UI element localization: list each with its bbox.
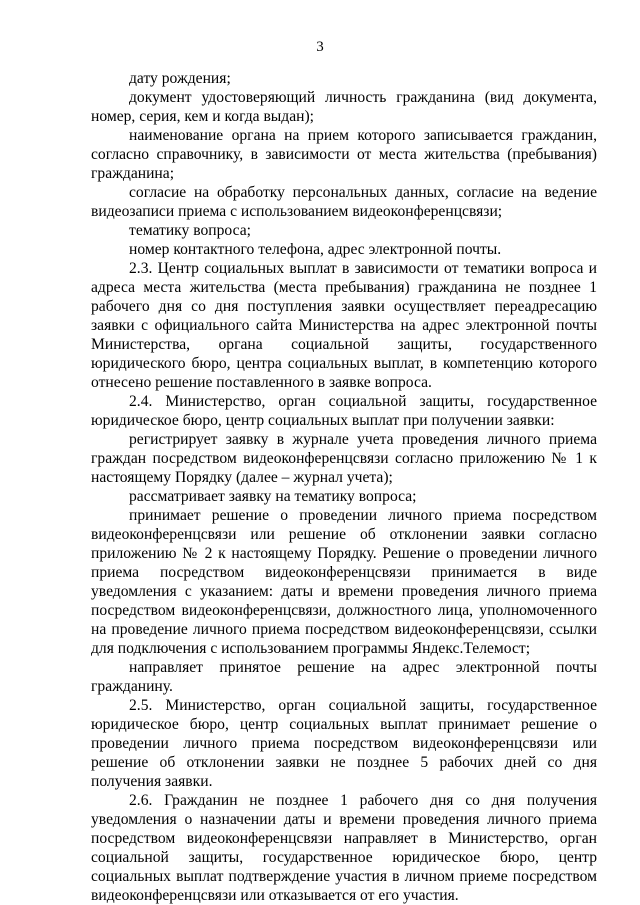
- paragraph-2-3: 2.3. Центр социальных выплат в зависимости от тематики вопроса и адреса места жительства (места пребывания) гражданина не позднее 1 рабочего дня со дня поступления заявки осуществляет переадресацию заявки с официального сайта Министерства на адрес электронной почты Министерства, органа социальной защиты, государственного юридического бюро, центра социальных выплат, в компетенцию которого отнесено решение поставленного в заявке вопроса.: [91, 260, 597, 391]
- paragraph-identity-document: документ удостоверяющий личность гражданина (вид документа, номер, серия, кем и когда выдан);: [91, 89, 597, 125]
- paragraph-contacts: номер контактного телефона, адрес электронной почты.: [129, 241, 502, 258]
- paragraph-topic: тематику вопроса;: [129, 222, 251, 239]
- paragraph-2-6: 2.6. Гражданин не позднее 1 рабочего дня со дня получения уведомления о назначении даты и времени проведения личного приема посредством видеоконференцсвязи направляет в Министерство, орган социальной защиты, государственное юридическое бюро, центр социальных выплат подтверждение участия в личном приеме посредством видеоконференцсвязи или отказывается от его участия.: [91, 792, 597, 904]
- document-body: [91, 69, 597, 905]
- paragraph-2-4: 2.4. Министерство, орган социальной защиты, государственное юридическое бюро, центр социальных выплат при получении заявки:: [91, 393, 597, 429]
- paragraph-sends: направляет принятое решение на адрес электронной почты гражданину.: [91, 659, 597, 695]
- paragraph-registers: регистрирует заявку в журнале учета проведения личного приема граждан посредством видеоконференцсвязи согласно приложению № 1 к настоящему Порядку (далее – журнал учета);: [91, 431, 597, 486]
- paragraph-decision: принимает решение о проведении личного приема посредством видеоконференцсвязи или решение об отклонении заявки согласно приложению № 2 к настоящему Порядку. Решение о проведении личного приема посредством видеоконференцсвязи принимается в виде уведомления с указанием: даты и времени проведения личного приема посредством видеоконференцсвязи, должностного лица, уполномоченного на проведение личного приема посредством видеоконференцсвязи, ссылки для подключения с использованием программы Яндекс.Телемост;: [91, 507, 597, 657]
- paragraph-reviews: рассматривает заявку на тематику вопроса;: [129, 488, 417, 505]
- paragraph-consent: согласие на обработку персональных данных, согласие на ведение видеозаписи приема с использованием видеоконференцсвязи;: [91, 184, 597, 220]
- page-number: 3: [316, 39, 324, 55]
- paragraph-birth-date: дату рождения;: [129, 70, 231, 87]
- paragraph-2-5: 2.5. Министерство, орган социальной защиты, государственное юридическое бюро, центр социальных выплат принимает решение о проведении личного приема посредством видеоконференцсвязи или решение об отклонении заявки не позднее 5 рабочих дней со дня получения заявки.: [91, 697, 597, 790]
- paragraph-authority-name: наименование органа на прием которого записывается гражданин, согласно справочнику, в зависимости от места жительства (пребывания) гражданина;: [91, 127, 597, 182]
